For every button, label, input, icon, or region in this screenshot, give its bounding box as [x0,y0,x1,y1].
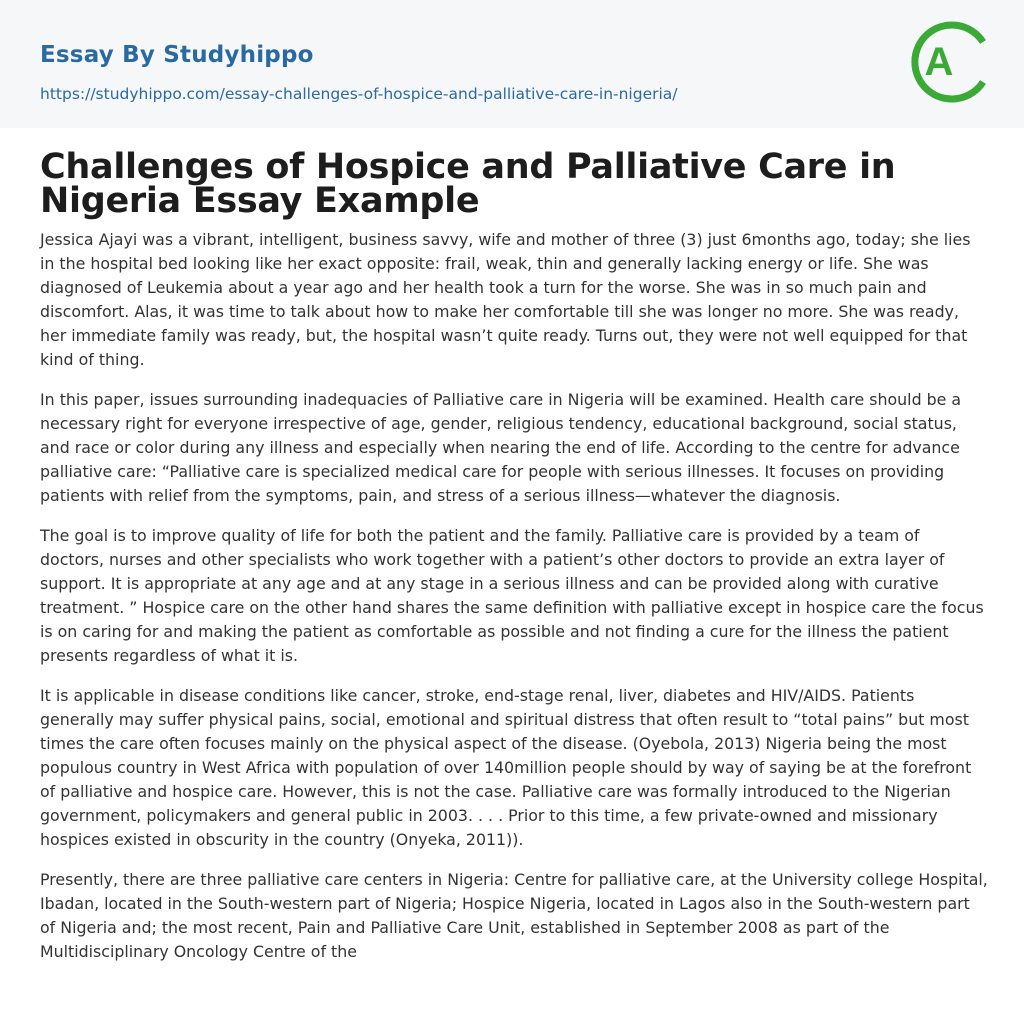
paragraph: Jessica Ajayi was a vibrant, intelligent, business savvy, wife and mother of three (3) just 6months ago, today; she lies in the hospital bed looking like her exact opposite: frail, weak, thin and generally lacking energy or life. She was diagnosed of Leukemia about a year ago and her health took a turn for the worse. She was in so much pain and discomfort. Alas, it was time to talk about how to make her comfortable till she was longer no more. She was ready, her immediate family was ready, but, the hospital wasn’t quite ready. Turns out, they were not well equipped for that kind of thing. [40,230,971,369]
site-brand[interactable]: Essay By Studyhippo [40,42,314,68]
page-title: Challenges of Hospice and Palliative Care in Nigeria Essay Example [40,147,896,221]
site-header [0,0,1024,128]
paragraph: In this paper, issues surrounding inadequacies of Palliative care in Nigeria will be examined. Health care should be a necessary right for everyone irrespective of age, gender, religious tendency, educational background, social status, and race or color during any illness and especially when nearing the end of life. According to the centre for advance palliative care: “Palliative care is specialized medical care for people with serious illnesses. It focuses on providing patients with relief from the symptoms, pain, and stress of a serious illness—whatever the diagnosis. [40,390,962,505]
essay-url-link[interactable]: https://studyhippo.com/essay-challenges-of-hospice-and-palliative-care-in-nigeria/ [40,85,678,103]
studyhippo-logo-icon[interactable] [909,18,989,106]
paragraph: The goal is to improve quality of life for both the patient and the family. Palliative care is provided by a team of doctors, nurses and other specialists who work together with a patient’s other doctors to provide an extra layer of support. It is appropriate at any age and at any stage in a serious illness and can be provided along with curative treatment. ” Hospice care on the other hand shares the same definition with palliative except in hospice care the focus is on caring for and making the patient as comfortable as possible and not finding a cure for the illness the patient presents regardless of what it is. [40,526,984,665]
paragraph: It is applicable in disease conditions like cancer, stroke, end-stage renal, liver, diabetes and HIV/AIDS. Patients generally may suffer physical pains, social, emotional and spiritual distress that often result to “total pains” but most times the care often focuses mainly on the physical aspect of the disease. (Oyebola, 2013) Nigeria being the most populous country in West Africa with population of over 140million people should by way of saying be at the forefront of palliative and hospice care. However, this is not the case. Palliative care was formally introduced to the Nigerian government, policymakers and general public in 2003. . . . Prior to this time, a few private-owned and missionary hospices existed in obscurity in the country (Onyeka, 2011)). [40,686,972,849]
article-body [40,228,988,980]
paragraph: Presently, there are three palliative care centers in Nigeria: Centre for palliative care, at the University college Hospital, Ibadan, located in the South-western part of Nigeria; Hospice Nigeria, located in Lagos also in the South-western part of Nigeria and; the most recent, Pain and Palliative Care Unit, established in September 2008 as part of the Multidisciplinary Oncology Centre of the [40,870,988,961]
logo-letter: A [924,40,954,84]
